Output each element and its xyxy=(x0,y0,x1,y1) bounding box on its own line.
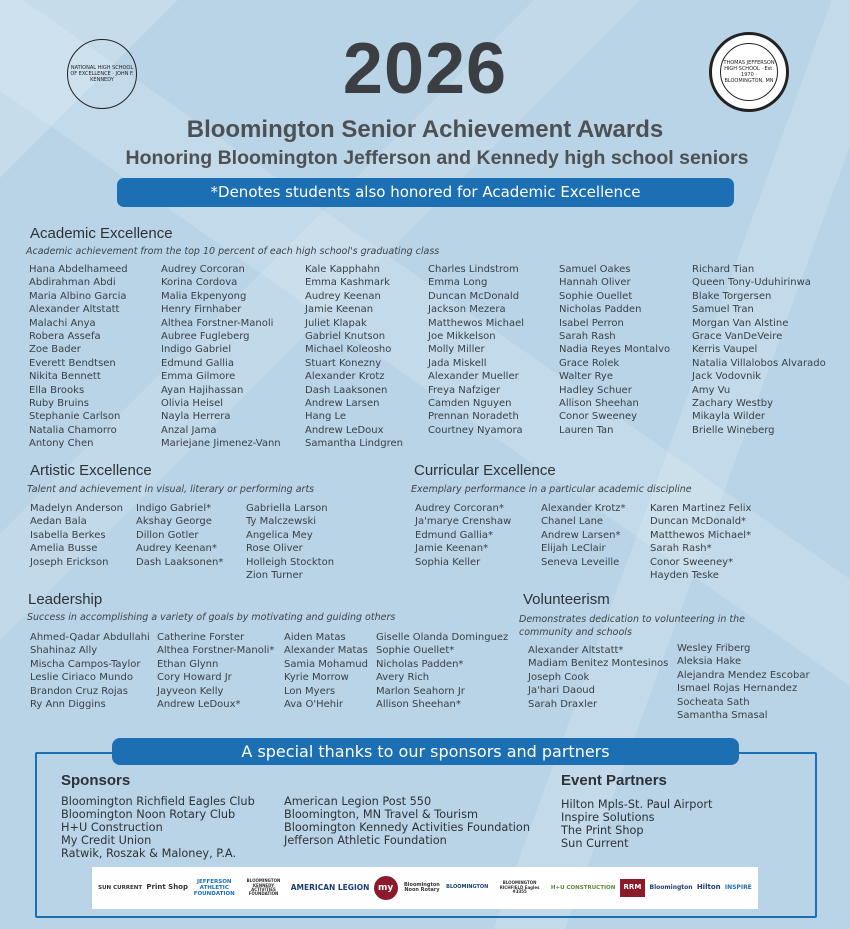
list-item: Conor Sweeney* xyxy=(650,556,734,568)
list-item: Hilton Mpls-St. Paul Airport xyxy=(561,798,713,811)
list-item: Jayveon Kelly xyxy=(157,685,224,697)
list-item: Alejandra Mendez Escobar xyxy=(677,669,810,681)
list-item: Isabella Berkes xyxy=(30,529,106,541)
list-item: Hang Le xyxy=(305,411,347,423)
curricular-column-2 xyxy=(541,502,626,569)
list-item: Michael Koleosho xyxy=(305,344,392,356)
list-item: American Legion Post 550 xyxy=(284,795,432,808)
list-item: The Print Shop xyxy=(561,824,644,837)
list-item: Ratwik, Roszak & Maloney, P.A. xyxy=(61,847,237,860)
list-item: Angelica Mey xyxy=(246,529,313,541)
list-item: Lauren Tan xyxy=(559,424,614,436)
list-item: Natalia Chamorro xyxy=(29,424,117,436)
list-item: Andrew LeDoux* xyxy=(157,699,241,711)
list-item: Allison Sheehan xyxy=(559,398,639,410)
leadership-column-2 xyxy=(157,631,274,711)
academic-column-6 xyxy=(692,263,826,437)
my-credit-union-logo: my xyxy=(374,876,398,900)
list-item: Queen Tony-Uduhirinwa xyxy=(692,277,811,289)
hilton-logo: Hilton xyxy=(696,883,721,892)
list-item: Nicholas Padden* xyxy=(376,658,464,670)
list-item: Ry Ann Diggins xyxy=(30,699,106,711)
list-item: Samia Mohamud xyxy=(284,658,368,670)
academic-desc: Academic achievement from the top 10 percent of each high school's graduating class xyxy=(26,246,440,257)
list-item: Edmund Gallia xyxy=(161,357,234,369)
academic-column-1 xyxy=(29,263,128,451)
curricular-desc: Exemplary performance in a particular academic discipline xyxy=(411,484,692,495)
list-item: Korina Cordova xyxy=(161,277,238,289)
list-item: Bloomington Richfield Eagles Club xyxy=(61,795,255,808)
list-item: Alexander Krotz xyxy=(305,371,385,383)
list-item: Ahmed-Qadar Abdullahi xyxy=(30,632,150,643)
list-item: Gabriel Knutson xyxy=(305,331,386,343)
artistic-column-1 xyxy=(30,502,123,569)
list-item: Audrey Corcoran xyxy=(161,264,245,275)
rrm-logo: RRM xyxy=(620,879,646,897)
page-title: Bloomington Senior Achievement Awards xyxy=(186,116,664,143)
list-item: Dash Laaksonen xyxy=(305,384,388,396)
list-item: Hana Abdelhameed xyxy=(29,264,128,275)
list-item: Sun Current xyxy=(561,837,629,850)
list-item: Aedan Bala xyxy=(30,516,87,528)
list-item: Hadley Schuer xyxy=(559,384,632,396)
list-item: Sophie Ouellet* xyxy=(376,645,455,657)
list-item: Lon Myers xyxy=(284,685,336,697)
list-item: Audrey Keenan xyxy=(305,290,381,302)
list-item: Aleksia Hake xyxy=(677,656,742,668)
list-item: Allison Sheehan* xyxy=(376,699,461,711)
list-item: Avery Rich xyxy=(376,672,430,684)
list-item: Antony Chen xyxy=(29,438,94,450)
sun-current-logo: SUN CURRENT xyxy=(98,884,143,891)
list-item: Samuel Oakes xyxy=(559,264,631,275)
list-item: Inspire Solutions xyxy=(561,811,655,824)
list-item: Andrew LeDoux xyxy=(305,424,384,436)
academic-column-2 xyxy=(161,263,281,451)
list-item: Walter Rye xyxy=(559,371,613,383)
list-item: Chanel Lane xyxy=(541,516,604,528)
list-item: Aiden Matas xyxy=(284,632,346,643)
list-item: Giselle Olanda Dominguez xyxy=(376,632,509,643)
partners-title: Event Partners xyxy=(561,772,667,789)
leadership-column-4 xyxy=(376,631,508,711)
rotary-logo: Bloomington Noon Rotary xyxy=(403,881,440,893)
artistic-column-3 xyxy=(246,502,334,582)
list-item: Duncan McDonald xyxy=(428,290,520,302)
list-item: Amelia Busse xyxy=(30,543,98,555)
list-item: Althea Forstner-Manoli* xyxy=(157,645,275,657)
list-item: Richard Tian xyxy=(692,264,755,275)
list-item: Robera Assefa xyxy=(29,331,101,343)
list-item: Dillon Gotler xyxy=(136,529,199,541)
list-item: Conor Sweeney xyxy=(559,411,638,423)
list-item: Holleigh Stockton xyxy=(246,556,335,568)
curricular-title: Curricular Excellence xyxy=(414,462,556,479)
list-item: Ruby Bruins xyxy=(29,398,89,410)
list-item: Blake Torgersen xyxy=(692,290,772,302)
partners-list xyxy=(561,798,712,850)
list-item: Catherine Forster xyxy=(157,632,245,643)
list-item: Emma Gilmore xyxy=(161,371,236,383)
inspire-logo: INSPIRE xyxy=(724,883,752,891)
sponsors-title: Sponsors xyxy=(61,772,131,789)
list-item: Hannah Oliver xyxy=(559,277,631,289)
jefferson-athletic-logo: JEFFERSON ATHLETIC FOUNDATION xyxy=(193,878,235,898)
bloomington-mn-logo: BLOOMINGTON xyxy=(446,884,489,891)
list-item: Jackson Mezera xyxy=(428,304,506,316)
list-item: Emma Long xyxy=(428,277,488,289)
list-item: Camden Nguyen xyxy=(428,398,512,410)
list-item: Molly Miller xyxy=(428,344,485,356)
list-item: Indigo Gabriel* xyxy=(136,503,212,514)
list-item: Mischa Campos-Taylor xyxy=(30,658,141,670)
list-item: Nikita Bennett xyxy=(29,371,101,383)
list-item: Zion Turner xyxy=(246,570,303,582)
list-item: Dash Laaksonen* xyxy=(136,556,224,568)
leadership-column-1 xyxy=(30,631,150,711)
list-item: Zoe Bader xyxy=(29,344,81,356)
academic-column-4 xyxy=(428,263,524,437)
list-item: Nicholas Padden xyxy=(559,304,642,316)
list-item: Samantha Smasal xyxy=(677,710,768,722)
leadership-column-3 xyxy=(284,631,368,711)
volunteerism-desc: Demonstrates dedication to volunteering in the community and schools xyxy=(519,614,745,638)
list-item: Malachi Anya xyxy=(29,317,96,329)
list-item: Ty Malczewski xyxy=(246,516,317,528)
list-item: Nadia Reyes Montalvo xyxy=(559,344,671,356)
list-item: Brandon Cruz Rojas xyxy=(30,685,129,697)
bloomington-tourism-logo: Bloomington xyxy=(649,883,693,891)
list-item: Rose Oliver xyxy=(246,543,303,555)
list-item: Joe Mikkelson xyxy=(428,331,496,343)
list-item: My Credit Union xyxy=(61,834,152,847)
list-item: Madiam Benitez Montesinos xyxy=(528,658,669,670)
list-item: Stephanie Carlson xyxy=(29,411,121,423)
list-item: Ava O'Hehir xyxy=(284,699,343,711)
list-item: Mariejane Jimenez-Vann xyxy=(161,438,281,450)
jefferson-seal-text: THOMAS JEFFERSON HIGH SCHOOL · Est. 1970 · BLOOMINGTON, MN xyxy=(720,43,778,101)
list-item: Kyrie Morrow xyxy=(284,672,349,684)
curricular-column-3 xyxy=(650,502,751,582)
academic-title: Academic Excellence xyxy=(30,225,173,242)
list-item: Hayden Teske xyxy=(650,570,719,582)
list-item: Gabriella Larson xyxy=(246,503,328,514)
academic-column-5 xyxy=(559,263,670,437)
artistic-desc: Talent and achievement in visual, literary or performing arts xyxy=(27,484,315,495)
list-item: Ella Brooks xyxy=(29,384,85,396)
list-item: Alexander Altstatt xyxy=(29,304,120,316)
list-item: Karen Martinez Felix xyxy=(650,503,752,514)
list-item: Matthewos Michael xyxy=(428,317,525,329)
list-item: Edmund Gallia* xyxy=(415,529,493,541)
list-item: Althea Forstner-Manoli xyxy=(161,317,274,329)
curricular-column-1 xyxy=(415,502,511,569)
year-heading: 2026 xyxy=(342,29,508,109)
list-item: Ja'hari Daoud xyxy=(528,685,595,697)
list-item: Natalia Villalobos Alvarado xyxy=(692,357,826,369)
list-item: Leslie Ciriaco Mundo xyxy=(30,672,133,684)
list-item: Ayan Hajihassan xyxy=(161,384,244,396)
list-item: Seneva Leveille xyxy=(541,556,620,568)
list-item: Jada Miskell xyxy=(428,357,487,369)
list-item: Aubree Fugleberg xyxy=(161,331,250,343)
list-item: Joseph Cook xyxy=(528,671,590,683)
eagles-logo: BLOOMINGTON RICHFIELD Eagles #3355 xyxy=(499,880,540,895)
list-item: Jefferson Athletic Foundation xyxy=(284,834,447,847)
list-item: Ja'marye Crenshaw xyxy=(415,516,512,528)
list-item: Madelyn Anderson xyxy=(30,503,123,514)
list-item: Socheata Sath xyxy=(677,696,750,708)
list-item: Stuart Konezny xyxy=(305,357,382,369)
list-item: Prennan Noradeth xyxy=(428,411,519,423)
sponsors-column-2 xyxy=(284,795,530,847)
list-item: Shahinaz Ally xyxy=(30,645,98,657)
list-item: Alexander Mueller xyxy=(428,371,519,383)
list-item: Samantha Lindgren xyxy=(305,438,404,450)
list-item: Maria Albino Garcia xyxy=(29,290,127,302)
list-item: Andrew Larsen* xyxy=(541,529,621,541)
list-item: Jack Vodovnik xyxy=(692,371,762,383)
kennedy-seal-text: NATIONAL HIGH SCHOOL OF EXCELLENCE · JOHN F. KENNEDY xyxy=(67,39,137,109)
volunteerism-title: Volunteerism xyxy=(523,591,610,608)
list-item: Grace VanDeVeire xyxy=(692,331,783,343)
list-item: Brielle Wineberg xyxy=(692,424,775,436)
list-item: Audrey Corcoran* xyxy=(415,503,504,514)
list-item: Amy Vu xyxy=(692,384,731,396)
volunteerism-column-2 xyxy=(677,642,810,722)
american-legion-logo: AMERICAN LEGION xyxy=(290,882,370,892)
list-item: Joseph Erickson xyxy=(30,556,109,568)
thanks-banner: A special thanks to our sponsors and partners xyxy=(112,738,739,765)
list-item: Anzal Jama xyxy=(161,424,217,436)
list-item: Henry Firnhaber xyxy=(161,304,242,316)
list-item: Sarah Draxler xyxy=(528,698,598,710)
artistic-column-2 xyxy=(136,502,223,569)
page-subtitle: Honoring Bloomington Jefferson and Kennedy high school seniors xyxy=(125,147,749,169)
asterisk-note-banner: *Denotes students also honored for Academic Excellence xyxy=(117,178,734,207)
leadership-desc: Success in accomplishing a variety of goals by motivating and guiding others xyxy=(27,612,396,623)
list-item: Nayla Herrera xyxy=(161,411,231,423)
list-item: Jamie Keenan xyxy=(305,304,374,316)
list-item: Emma Kashmark xyxy=(305,277,390,289)
list-item: Sarah Rash xyxy=(559,331,616,343)
list-item: Indigo Gabriel xyxy=(161,344,232,356)
list-item: Charles Lindstrom xyxy=(428,264,519,275)
list-item: Andrew Larsen xyxy=(305,398,380,410)
kennedy-activities-logo: BLOOMINGTON KENNEDY ACTIVITIES FOUNDATION xyxy=(246,878,281,897)
sponsor-logo-strip xyxy=(92,867,758,909)
list-item: Sophia Keller xyxy=(415,556,481,568)
list-item: Alexander Matas xyxy=(284,645,368,657)
list-item: Marlon Seahorn Jr xyxy=(376,685,465,697)
list-item: Bloomington Kennedy Activities Foundation xyxy=(284,821,530,834)
list-item: Freya Nafziger xyxy=(428,384,501,396)
list-item: Mikayla Wilder xyxy=(692,411,765,423)
list-item: Everett Bendtsen xyxy=(29,357,116,369)
list-item: Alexander Krotz* xyxy=(541,503,626,514)
list-item: Kale Kapphahn xyxy=(305,264,380,275)
list-item: Akshay George xyxy=(136,516,212,528)
hu-construction-logo: H+U CONSTRUCTION xyxy=(550,884,616,891)
list-item: Bloomington, MN Travel & Tourism xyxy=(284,808,478,821)
list-item: Isabel Perron xyxy=(559,317,624,329)
list-item: Alexander Altstatt* xyxy=(528,645,624,656)
print-shop-logo: Print Shop xyxy=(146,883,188,892)
leadership-title: Leadership xyxy=(28,591,103,608)
list-item: Wesley Friberg xyxy=(677,643,751,654)
list-item: Olivia Heisel xyxy=(161,398,224,410)
list-item: Audrey Keenan* xyxy=(136,543,217,555)
artistic-title: Artistic Excellence xyxy=(30,462,152,479)
list-item: Juliet Klapak xyxy=(305,317,367,329)
list-item: Abdirahman Abdi xyxy=(29,277,116,289)
volunteerism-column-1 xyxy=(528,644,668,711)
list-item: Malia Ekpenyong xyxy=(161,290,247,302)
list-item: Kerris Vaupel xyxy=(692,344,758,356)
list-item: Samuel Tran xyxy=(692,304,754,316)
academic-column-3 xyxy=(305,263,403,451)
list-item: Elijah LeClair xyxy=(541,543,606,555)
list-item: Matthewos Michael* xyxy=(650,529,752,541)
list-item: Zachary Westby xyxy=(692,398,774,410)
list-item: Ethan Glynn xyxy=(157,658,219,670)
list-item: H+U Construction xyxy=(61,821,163,834)
list-item: Jamie Keenan* xyxy=(415,543,489,555)
list-item: Sarah Rash* xyxy=(650,543,712,555)
list-item: Morgan Van Alstine xyxy=(692,317,789,329)
list-item: Grace Rolek xyxy=(559,357,620,369)
list-item: Bloomington Noon Rotary Club xyxy=(61,808,236,821)
list-item: Cory Howard Jr xyxy=(157,672,232,684)
list-item: Sophie Ouellet xyxy=(559,290,633,302)
list-item: Duncan McDonald* xyxy=(650,516,747,528)
list-item: Courtney Nyamora xyxy=(428,424,523,436)
sponsors-column-1 xyxy=(61,795,255,860)
list-item: Ismael Rojas Hernandez xyxy=(677,683,798,695)
